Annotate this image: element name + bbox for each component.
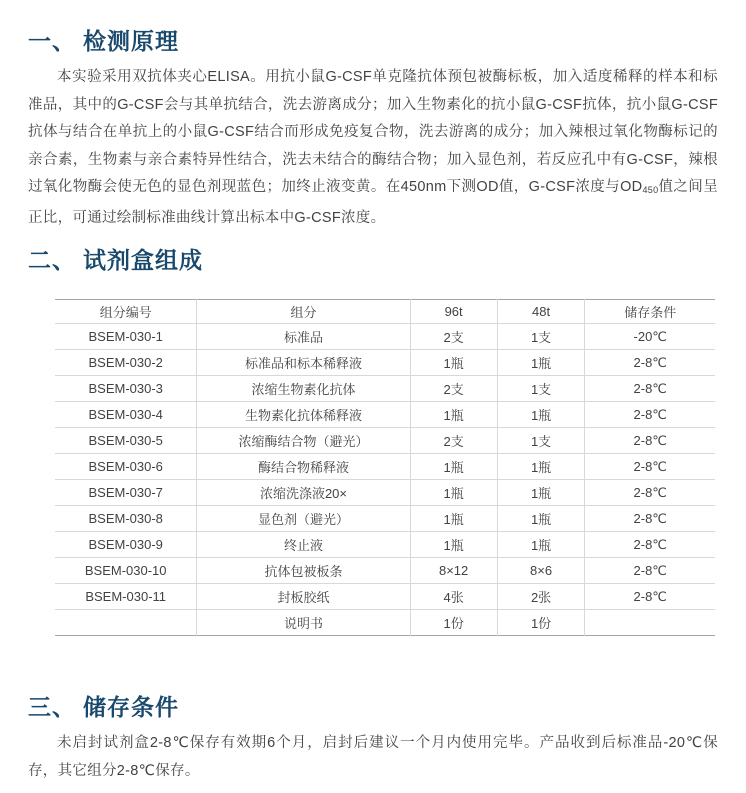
table-cell: 2支	[410, 324, 497, 350]
table-cell: 1瓶	[497, 480, 585, 506]
table-cell: 酶结合物稀释液	[197, 454, 410, 480]
table-header-row	[55, 300, 715, 324]
table-row	[55, 376, 715, 402]
table-cell: 浓缩生物素化抗体	[197, 376, 410, 402]
section-1-heading	[28, 28, 718, 55]
section-storage-conditions	[28, 694, 718, 785]
table-cell: 2-8℃	[585, 506, 715, 532]
table-cell: 说明书	[197, 610, 410, 636]
table-cell: 1瓶	[410, 506, 497, 532]
column-header-component: 组分	[197, 300, 410, 324]
table-cell: BSEM-030-3	[55, 376, 197, 402]
od450-subscript: 450	[642, 185, 659, 195]
table-cell: BSEM-030-11	[55, 584, 197, 610]
section-2-title: 试剂盒组成	[83, 247, 203, 273]
table-cell: BSEM-030-5	[55, 428, 197, 454]
table-cell: BSEM-030-1	[55, 324, 197, 350]
table-cell: 1支	[497, 376, 585, 402]
table-cell: 标准品	[197, 324, 410, 350]
table-cell: 1瓶	[410, 454, 497, 480]
table-cell: 1瓶	[497, 454, 585, 480]
column-header-48t: 48t	[497, 300, 585, 324]
table-cell: 封板胶纸	[197, 584, 410, 610]
table-row	[55, 428, 715, 454]
table-cell: 2支	[410, 376, 497, 402]
table-cell: 浓缩酶结合物（避光）	[197, 428, 410, 454]
table-row	[55, 454, 715, 480]
table-cell: 终止液	[197, 532, 410, 558]
table-cell: 2-8℃	[585, 402, 715, 428]
table-cell: BSEM-030-9	[55, 532, 197, 558]
kit-components-table	[55, 299, 715, 636]
table-cell: 1瓶	[410, 532, 497, 558]
column-header-96t: 96t	[410, 300, 497, 324]
table-cell: 8×12	[410, 558, 497, 584]
table-cell: 1支	[497, 428, 585, 454]
table-cell: 1份	[497, 610, 585, 636]
section-1-title: 检测原理	[83, 28, 179, 54]
table-cell: 1瓶	[497, 506, 585, 532]
table-cell: 4张	[410, 584, 497, 610]
table-cell: -20℃	[585, 324, 715, 350]
table-cell: BSEM-030-6	[55, 454, 197, 480]
section-2-heading	[28, 247, 718, 274]
table-cell	[585, 610, 715, 636]
table-row	[55, 584, 715, 610]
principle-paragraph	[28, 64, 718, 232]
section-3-number: 三、	[28, 694, 76, 720]
table-cell: BSEM-030-10	[55, 558, 197, 584]
kit-table-body	[55, 324, 715, 636]
storage-paragraph: 未启封试剂盒2-8℃保存有效期6个月，启封后建议一个月内使用完毕。产品收到后标准品-20℃保存，其它组分2-8℃保存。	[28, 735, 718, 779]
table-cell: 1瓶	[497, 532, 585, 558]
table-row	[55, 402, 715, 428]
section-2-number: 二、	[28, 247, 76, 273]
table-row	[55, 532, 715, 558]
table-cell: 2-8℃	[585, 376, 715, 402]
table-cell: 2-8℃	[585, 454, 715, 480]
section-detection-principle	[28, 28, 718, 232]
table-cell: BSEM-030-4	[55, 402, 197, 428]
section-kit-components	[28, 247, 718, 636]
table-row	[55, 480, 715, 506]
table-cell: 2-8℃	[585, 350, 715, 376]
table-cell: 显色剂（避光）	[197, 506, 410, 532]
section-3-title: 储存条件	[83, 694, 179, 720]
table-row	[55, 350, 715, 376]
table-cell: 1瓶	[410, 402, 497, 428]
table-cell: 2-8℃	[585, 532, 715, 558]
table-cell: 1瓶	[410, 480, 497, 506]
table-cell: 8×6	[497, 558, 585, 584]
table-row	[55, 610, 715, 636]
table-cell: BSEM-030-7	[55, 480, 197, 506]
table-row	[55, 324, 715, 350]
table-cell: 2-8℃	[585, 480, 715, 506]
table-cell: BSEM-030-2	[55, 350, 197, 376]
table-cell: 1份	[410, 610, 497, 636]
table-cell: 2-8℃	[585, 558, 715, 584]
table-row	[55, 558, 715, 584]
table-cell: 2张	[497, 584, 585, 610]
table-cell: 标准品和标本稀释液	[197, 350, 410, 376]
kit-table-wrapper	[55, 299, 715, 636]
section-1-number: 一、	[28, 28, 76, 54]
table-cell: 2-8℃	[585, 428, 715, 454]
table-cell: 抗体包被板条	[197, 558, 410, 584]
section-3-heading	[28, 694, 718, 721]
table-cell: 1瓶	[497, 402, 585, 428]
table-row	[55, 506, 715, 532]
table-cell: 1瓶	[497, 350, 585, 376]
table-cell: 1支	[497, 324, 585, 350]
table-cell: 2-8℃	[585, 584, 715, 610]
table-cell: BSEM-030-8	[55, 506, 197, 532]
table-cell: 浓缩洗涤液20×	[197, 480, 410, 506]
principle-text-after-subscript: 值之间呈正比，可通过绘制标准曲线计算出标本中G-CSF浓度。	[28, 179, 718, 226]
table-cell	[55, 610, 197, 636]
table-cell: 1瓶	[410, 350, 497, 376]
table-cell: 生物素化抗体稀释液	[197, 402, 410, 428]
principle-text-before-subscript: 本实验采用双抗体夹心ELISA。用抗小鼠G-CSF单克隆抗体预包被酶标板，加入适度稀释的样本和标准品，其中的G-CSF会与其单抗结合，洗去游离成分；加入生物素化的抗小鼠G-CSF抗体，抗小鼠G-CSF抗体与结合在单抗上的小鼠G-CSF结合而形成免疫复合物，洗去游离的成分；加入辣根过氧化物酶标记的亲合素，生物素与亲合素特异性结合，洗去未结合的酶结合物；加入显色剂，若反应孔中有G-CSF，辣根过氧化物酶会使无色的显色剂现蓝色；加终止液变黄。在450nm下测OD值，G-CSF浓度与OD	[28, 69, 718, 195]
table-cell: 2支	[410, 428, 497, 454]
column-header-storage: 储存条件	[585, 300, 715, 324]
column-header-component-id: 组分编号	[55, 300, 197, 324]
